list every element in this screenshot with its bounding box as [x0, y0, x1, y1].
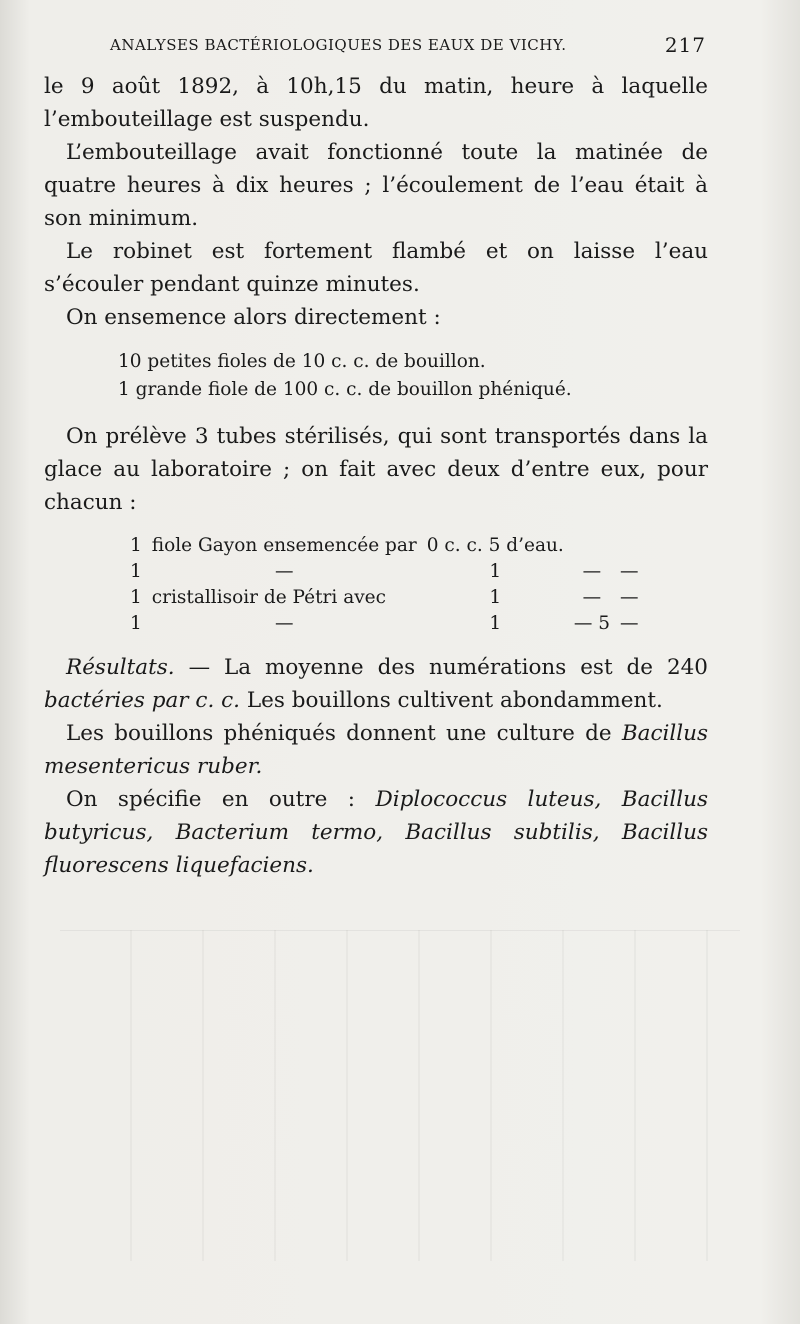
table-cell: — — [582, 587, 602, 608]
page-number: 217 — [664, 33, 706, 57]
table-cell: — — [619, 613, 639, 634]
results-label: Résultats. — [66, 655, 175, 680]
table-cell — [574, 533, 620, 559]
table-cell: — — [582, 561, 602, 582]
paragraph-7 — [44, 717, 708, 783]
table-cell: 1 — [130, 613, 142, 634]
list-item: 10 petites fioles de 10 c. c. de bouillon. — [118, 351, 486, 372]
p7-species: Bacillus mesentericus ruber. — [44, 721, 708, 779]
p7-text: Les bouillons phéniqués donnent une culture de — [66, 721, 622, 746]
table-row — [130, 585, 648, 611]
table-row — [130, 533, 648, 559]
culture-table — [130, 533, 648, 637]
paragraph-4: On ensemence alors directement : — [66, 305, 441, 330]
table-cell: 1 — [130, 535, 142, 556]
table-cell: cristallisoir de Pétri avec — [151, 587, 386, 608]
table-row — [130, 611, 648, 637]
table-cell: 1 — [130, 587, 142, 608]
running-title: ANALYSES BACTÉRIOLOGIQUES DES EAUX DE VICHY. — [110, 36, 567, 54]
results-unit: bactéries par c. c. — [44, 688, 241, 713]
paragraph-3: Le robinet est fortement flambé et on laisse l’eau s’écouler pendant quinze minutes. — [44, 239, 708, 297]
running-header — [110, 33, 706, 57]
p8-species: Diplococcus luteus, Bacillus butyricus, Bacterium termo, Bacillus subtilis, Bacillus fluorescens liquefaciens. — [44, 787, 708, 878]
paragraph-8 — [44, 783, 708, 882]
list-item: 1 grande fiole de 100 c. c. de bouillon phéniqué. — [118, 379, 572, 400]
table-row — [130, 559, 648, 585]
table-cell: — — [275, 613, 294, 634]
p8-text: On spécifie en outre : — [66, 787, 376, 812]
table-cell: — — [619, 561, 639, 582]
table-cell: 1 — [489, 613, 502, 634]
inoculation-list — [118, 348, 708, 404]
page-body — [44, 70, 708, 882]
table-cell: — — [275, 561, 294, 582]
table-cell: 1 — [489, 587, 502, 608]
table-cell: fiole Gayon ensemencée par — [151, 535, 417, 556]
results-paragraph — [44, 651, 708, 717]
results-tail: Les bouillons cultivent abondamment. — [240, 688, 663, 713]
paragraph-5: On prélève 3 tubes stérilisés, qui sont transportés dans la glace au laboratoire ; on fait avec deux d’entre eux, pour chacun : — [44, 424, 708, 515]
results-text: — La moyenne des numérations est de 240 — [174, 655, 708, 680]
table-cell: 0 c. c. 5 d’eau. — [426, 535, 564, 556]
show-through-table — [60, 930, 740, 1261]
table-cell: — 5 — [573, 613, 610, 634]
paragraph-1: le 9 août 1892, à 10h,15 du matin, heure à laquelle l’embouteillage est suspendu. — [44, 74, 708, 132]
table-cell: 1 — [130, 561, 142, 582]
table-cell: 1 — [489, 561, 502, 582]
paragraph-2: L’embouteillage avait fonctionné toute la matinée de quatre heures à dix heures ; l’écoulement de l’eau était à son minimum. — [44, 140, 708, 231]
table-cell — [620, 533, 649, 559]
table-cell: — — [619, 587, 639, 608]
